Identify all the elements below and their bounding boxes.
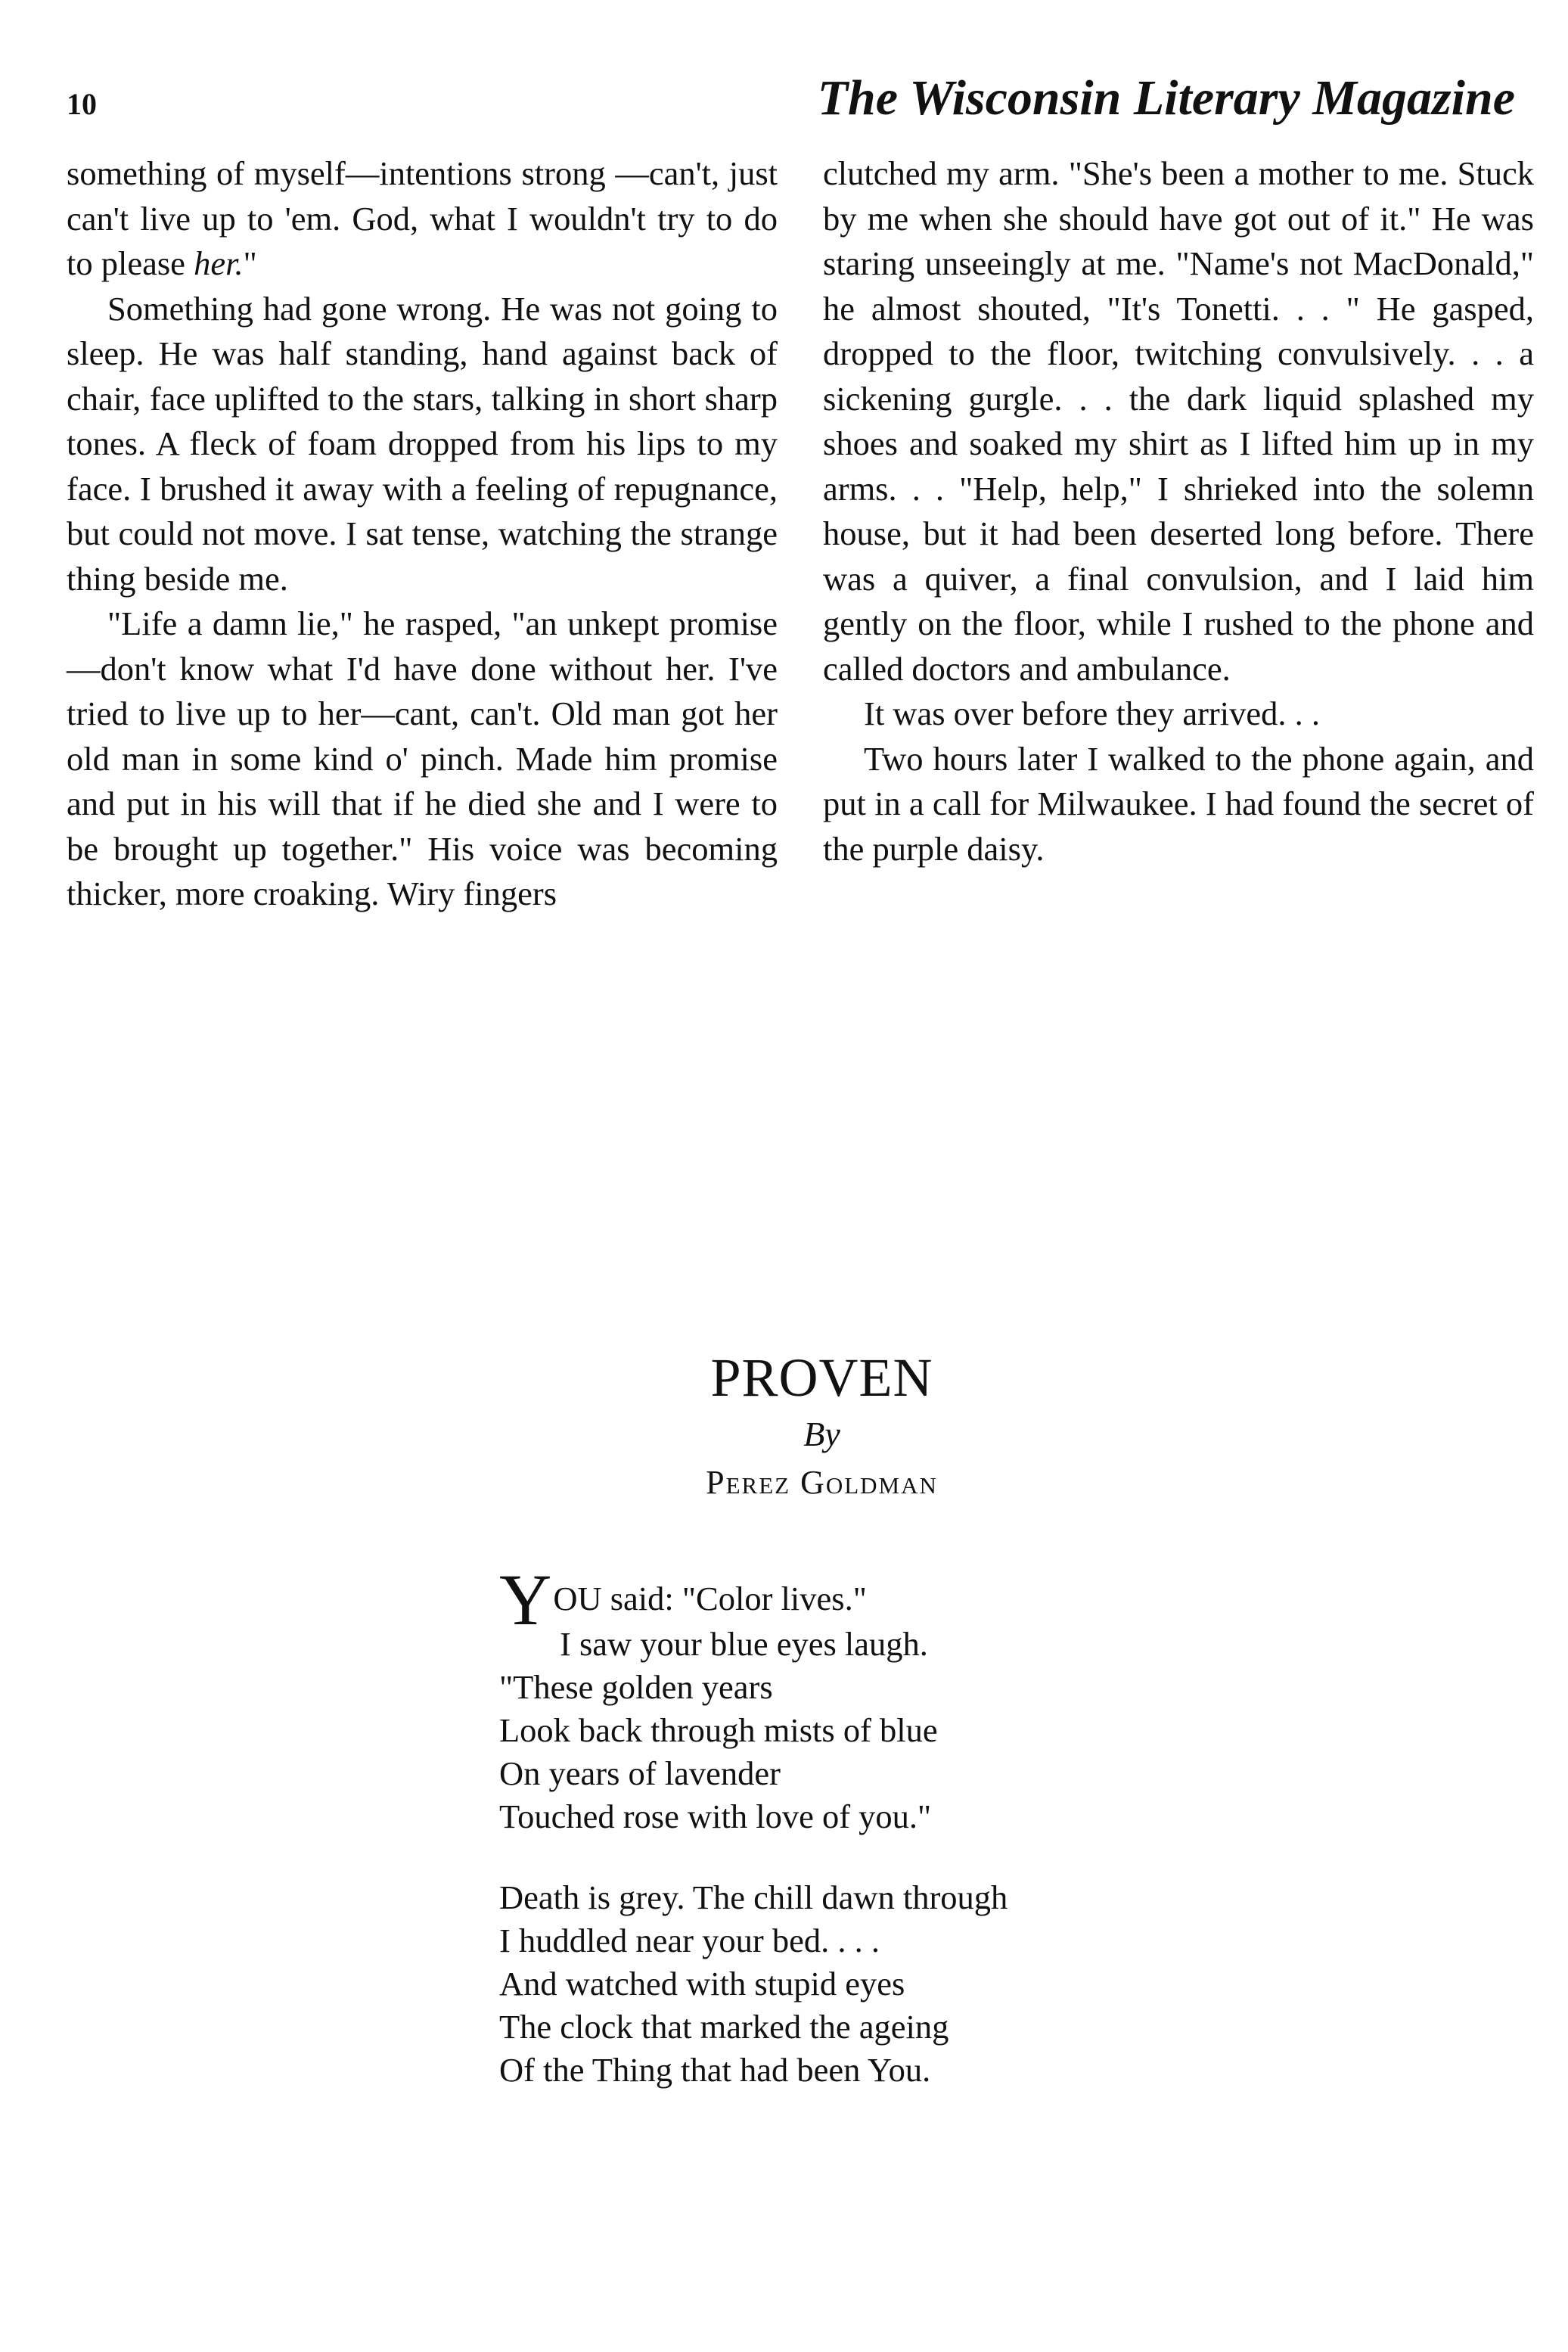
page-header bbox=[67, 70, 1515, 130]
poem-line: I saw your blue eyes laugh. bbox=[560, 1625, 928, 1663]
poem-line-text: OU said: "Color lives." bbox=[553, 1580, 867, 1617]
paragraph: clutched my arm. "She's been a mother to me. Stuck by me when she should have got out of it." He was staring unseeingly at me. "Name's not MacDonald," he almost shouted, "It's Tonetti. . . " He gasped, dropped to the floor, twitching convulsively. . . a sickening gurgle. . . the dark liquid splashed my shoes and soaked my shirt as I lifted him up in my arms. . . "Help, help," I shrieked into the solemn house, but it had been deserted long before. There was a quiver, a final convulsion, and I laid him gently on the floor, while I rushed to the phone and called doctors and ambulance. bbox=[823, 154, 1534, 688]
poem-author: Perez Goldman bbox=[706, 1464, 938, 1501]
poem-heading bbox=[0, 1347, 1568, 1502]
poem-line: Death is grey. The chill dawn through bbox=[499, 1878, 1008, 1916]
left-column bbox=[67, 151, 778, 917]
paragraph: "Life a damn lie," he rasped, "an unkept promise—don't know what I'd have done without her. I've tried to live up to her—cant, can't. Old man got her old man in some kind o' pinch. Made him promise and put in his will that if he died she and I were to be brought up together." His voice was becoming thicker, more croaking. Wiry fingers bbox=[67, 604, 778, 912]
paragraph: It was over before they arrived. . . bbox=[864, 694, 1320, 732]
magazine-title: The Wisconsin Literary Magazine bbox=[817, 70, 1515, 126]
poem-title: PROVEN bbox=[710, 1347, 933, 1408]
poem-line: Of the Thing that had been You. bbox=[499, 2051, 931, 2089]
poem-line: And watched with stupid eyes bbox=[499, 1965, 905, 2002]
stanza-gap bbox=[499, 1838, 1008, 1876]
poem-body bbox=[499, 1559, 1008, 2092]
paragraph: Something had gone wrong. He was not going to sleep. He was half standing, hand against back of chair, face uplifted to the stars, talking in short sharp tones. A fleck of foam dropped from his lips to my face. I brushed it away with a feeling of repugnance, but could not move. I sat tense, watching the strange thing beside me. bbox=[67, 289, 778, 598]
poem-line: Touched rose with love of you." bbox=[499, 1797, 932, 1835]
poem-line: The clock that marked the ageing bbox=[499, 2008, 949, 2046]
right-column bbox=[823, 151, 1534, 872]
poem-byline: By bbox=[803, 1415, 840, 1453]
poem-line: "These golden years bbox=[499, 1668, 773, 1706]
page-number: 10 bbox=[67, 87, 97, 121]
poem-line: Look back through mists of blue bbox=[499, 1711, 938, 1749]
paragraph-text: " bbox=[243, 244, 257, 282]
paragraph bbox=[67, 151, 778, 287]
drop-cap: Y bbox=[499, 1559, 552, 1640]
poem-line: On years of lavender bbox=[499, 1754, 781, 1792]
emphasis-text: her. bbox=[194, 244, 244, 282]
poem-line bbox=[499, 1559, 1008, 1640]
paragraph: Two hours later I walked to the phone again, and put in a call for Milwaukee. I had found the secret of the purple daisy. bbox=[823, 739, 1534, 868]
poem-line: I huddled near your bed. . . . bbox=[499, 1922, 880, 1959]
paragraph-text: something of myself—intentions strong —can't, just can't live up to 'em. God, what I wouldn't try to do to please bbox=[67, 154, 778, 282]
